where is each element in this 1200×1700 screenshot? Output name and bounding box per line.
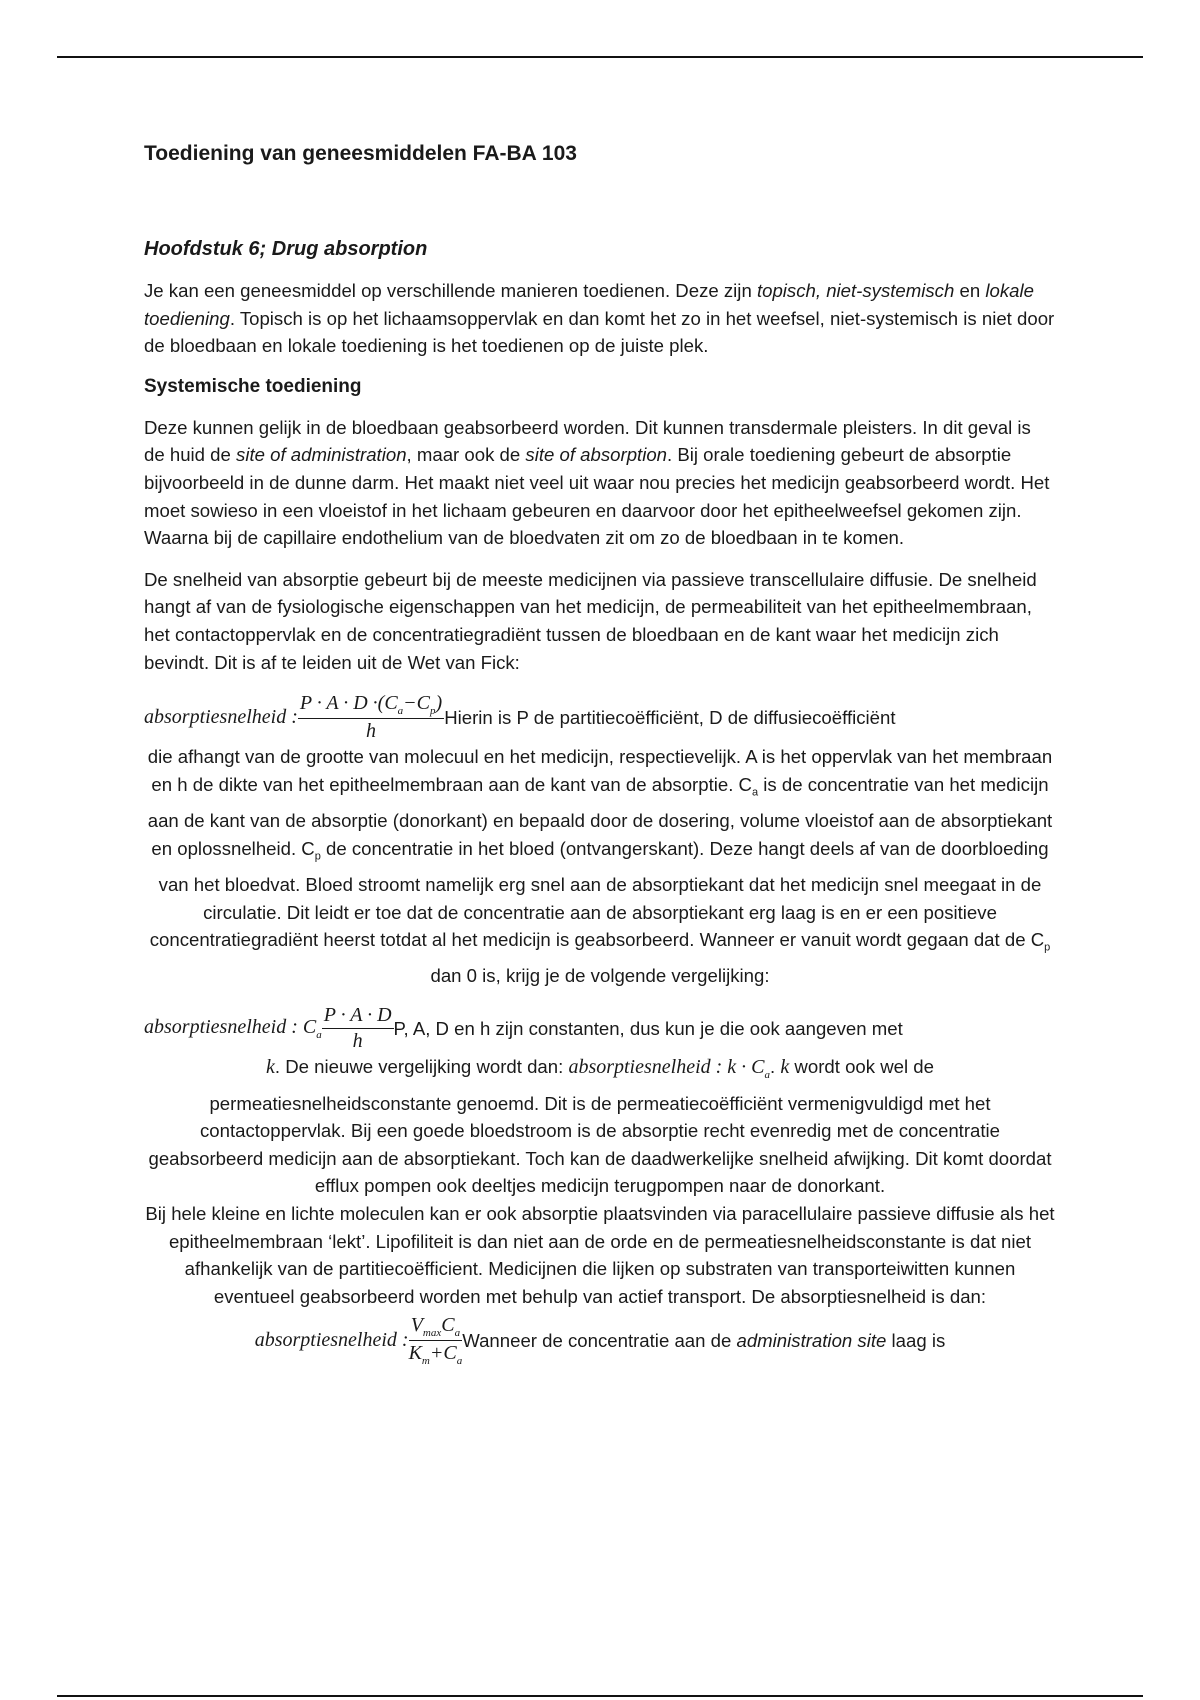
paragraph-intro: Je kan een geneesmiddel op verschillende manieren toedienen. Deze zijn topisch, niet-systemisch en lokale toediening. Topisch is op het lichaamsoppervlak en dan komt het zo in het weefsel, niet-systemisch is niet door de bloedbaan en lokale toediening is het toedienen op de juiste plek.	[144, 280, 1055, 357]
document-body	[144, 142, 1056, 1367]
formula-active-transport	[144, 1314, 1056, 1367]
footer-rule	[57, 1695, 1143, 1697]
document-title: Toediening van geneesmiddelen FA-BA 103	[144, 142, 577, 165]
formula-fick	[144, 692, 1056, 743]
section-heading-systemic: Systemische toediening	[144, 375, 362, 397]
paragraph-systemic: Deze kunnen gelijk in de bloedbaan geabsorbeerd worden. Dit kunnen transdermale pleisters. In dit geval is de huid de site of administration, maar ook de site of absorption. Bij orale toediening gebeurt de absorptie bijvoorbeeld in de dunne darm. Het maakt niet veel uit waar nou precies het medicijn geabsorbeerd wordt. Het moet sowieso in een vloeistof in het lichaam gebeuren en daarvoor door het epitheelweefsel gekomen zijn. Waarna bij de capillaire endothelium van de bloedvaten zit om zo de bloedbaan in te komen.	[144, 416, 1050, 549]
paragraph-fick-explanation: die afhangt van de grootte van molecuul en het medicijn, respectievelijk. A is het oppervlak van het membraan en h de dikte van het epitheelmembraan aan de kant van de absorptie. $C_a$ is de concentratie van het medicijn aan de kant van de absorptie (donorkant) en bepaald door de dosering, volume vloeistof aan de absorptiekant en oplossnelheid. $C_p$ de concentratie in het bloed (ontvangerskant). Deze hangt deels af van de doorbloeding van het bloedvat. Bloed stroomt namelijk erg snel aan de absorptiekant dat het medicijn snel meegaat in de circulatie. Dit leidt er toe dat de concentratie aan de absorptiekant erg laag is en er een positieve concentratiegradiënt heerst totdat al het medicijn is geabsorbeerd. Wanneer er vanuit wordt gegaan dat de $C_p$ dan 0 is, krijg je de volgende vergelijking:	[147, 746, 1053, 987]
formula-fraction: $\frac{P \cdot A \cdot D \cdot(C_a-C_p)}{h}$	[299, 692, 443, 743]
paragraph-paracellular: Bij hele kleine en lichte moleculen kan er ook absorptie plaatsvinden via paracellulaire passieve diffusie als het epitheelmembraan ‘lekt’. Lipofiliteit is dan niet aan de orde en de permeatiesnelheidsconstante is dat niet afhankelijk van de partitiecoëfficient. Medicijnen die lijken op substraten van transporteiwitten kunnen eventueel geabsorbeerd worden met behulp van actief transport. De absorptiesnelheid is dan:	[145, 1203, 1055, 1307]
formula-trailing-text: P, A, D en h zijn constanten, dus kun je die ook aangeven met	[393, 1017, 903, 1039]
header-rule	[57, 56, 1143, 58]
paragraph-absorption-speed: De snelheid van absorptie gebeurt bij de meeste medicijnen via passieve transcellulaire diffusie. De snelheid hangt af van de fysiologische eigenschappen van het medicijn, de permeabiliteit van het epitheelmembraan, het contactoppervlak en de concentratiegradiënt tussen de bloedbaan en de kant waar het medicijn zich bevindt. Dit is af te leiden uit de Wet van Fick:	[144, 568, 1037, 673]
paragraph-rate-constant: k. De nieuwe vergelijking wordt dan: absorptiesnelheid : $k \cdot C_a$. k wordt ook wel de permeatiesnelheidsconstante genoemd. Dit is de permeatiecoëfficiënt vermenigvuldigd met het contactoppervlak. Bij een goede bloedstroom is de absorptie recht evenredig met de concentratie geabsorbeerd medicijn aan de absorptiekant. Toch kan de daadwerkelijke snelheid afwijking. Dit komt doordat efflux pompen ook deeltjes medicijn terugpompen naar de donorkant.	[148, 1056, 1052, 1197]
chapter-heading: Hoofdstuk 6; Drug absorption	[144, 238, 428, 260]
formula-label: absorptiesnelheid : $C_a$	[144, 1016, 322, 1042]
formula-trailing-text: Wanneer de concentratie aan de administration site laag is	[462, 1329, 946, 1351]
formula-fraction: $\frac{V_{max}C_a}{K_m+C_a}$	[408, 1314, 463, 1368]
formula-label: absorptiesnelheid :	[144, 706, 298, 729]
formula-simplified	[144, 1004, 1056, 1053]
formula-trailing-text: Hierin is P de partitiecoëfficiënt, D de diffusiecoëfficiënt	[444, 706, 896, 728]
formula-fraction: $\frac{P \cdot A \cdot D}{h}$	[323, 1004, 392, 1053]
formula-label: absorptiesnelheid :	[254, 1329, 409, 1352]
